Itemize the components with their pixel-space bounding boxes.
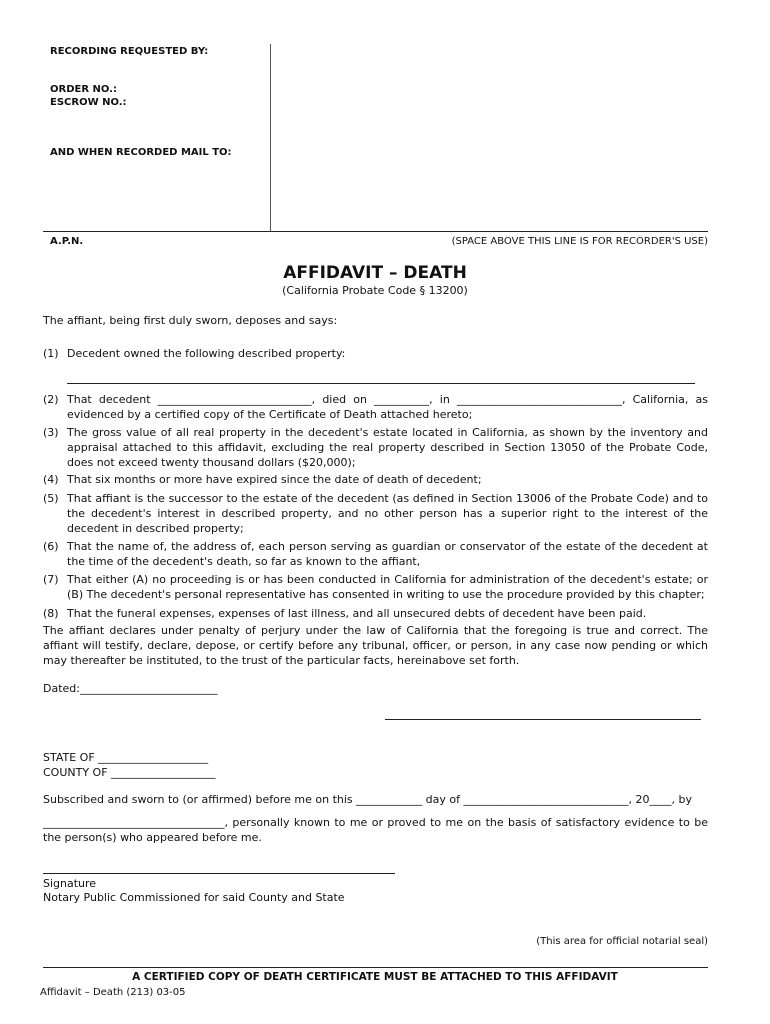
item-text: The gross value of all real property in the decedent's estate located in California, as shown by the inventory and appraisal attached to this affidavit, excluding the real property described in Section 13050 of the Probate Code, does not exceed twenty thousand dollars ($20,000);	[67, 426, 708, 469]
item-number: (5)	[43, 492, 59, 505]
item-number: (8)	[43, 607, 59, 620]
item-8	[43, 606, 708, 621]
notary-public-label: Notary Public Commissioned for said County and State	[43, 891, 345, 904]
item-text: That either (A) no proceeding is or has been conducted in California for administration of the decedent's estate; or (B) The decedent's personal representative has consented in writing to use the procedure provided by this chapter;	[67, 573, 708, 601]
signature-label: Signature	[43, 877, 97, 890]
recording-requested-by: RECORDING REQUESTED BY:	[50, 46, 209, 57]
item-number: (6)	[43, 540, 59, 553]
item-text: That affiant is the successor to the estate of the decedent (as defined in Section 13006 of the Probate Code) and to the decedent's interest in described property, and no other person has a superior right to the interest of the decedent in described property;	[67, 492, 708, 535]
intro-text: The affiant, being first duly sworn, deposes and says:	[43, 314, 338, 327]
item-number: (2)	[43, 393, 59, 406]
item-text: Decedent owned the following described property:	[67, 347, 346, 360]
order-no-label: ORDER NO.:	[50, 84, 117, 95]
notary-signature-line[interactable]	[43, 873, 395, 874]
item-7	[43, 572, 708, 602]
escrow-no-label: ESCROW NO.:	[50, 97, 127, 108]
item-text: That the funeral expenses, expenses of last illness, and all unsecured debts of decedent have been paid.	[67, 607, 647, 620]
recorder-line	[43, 231, 708, 232]
item-2	[43, 392, 708, 422]
county-of-field[interactable]: COUNTY OF ___________________	[43, 766, 216, 779]
document-title: AFFIDAVIT – DEATH	[283, 263, 467, 283]
footer-rule	[43, 967, 708, 968]
item-text: That six months or more have expired since the date of death of decedent;	[67, 473, 482, 486]
item-6	[43, 539, 708, 569]
affiant-signature-line[interactable]	[385, 719, 701, 720]
apn-label: A.P.N.	[50, 236, 84, 247]
property-description-line[interactable]	[67, 383, 695, 384]
declaration-paragraph: The affiant declares under penalty of perjury under the law of California that the foregoing is true and correct. The affiant will testify, declare, depose, or certify before any tribunal, officer, or person, in any case now pending or which may thereafter be instituted, to the trust of the particular facts, hereinabove set forth.	[43, 624, 708, 667]
item-3	[43, 425, 708, 470]
item-text: That decedent ____________________________, died on __________, in ______________________________, California, as evidenced by a certified copy of the Certificate of Death attached hereto;	[67, 393, 708, 421]
subscribed-sworn-text[interactable]: Subscribed and sworn to (or affirmed) before me on this ____________ day of ______________________________, 20____, by	[43, 793, 692, 806]
item-number: (7)	[43, 573, 59, 586]
item-text: That the name of, the address of, each person serving as guardian or conservator of the estate of the decedent at the time of the decedent's death, so far as known to the affiant,	[67, 540, 708, 568]
header-divider	[270, 44, 271, 232]
personally-known-text[interactable]: _________________________________, personally known to me or proved to me on the basis of satisfactory evidence to be the person(s) who appeared before me.	[43, 816, 708, 844]
form-identifier: Affidavit – Death (213) 03-05	[40, 987, 186, 998]
state-of-field[interactable]: STATE OF ____________________	[43, 751, 209, 764]
item-4	[43, 472, 708, 487]
recorder-note: (SPACE ABOVE THIS LINE IS FOR RECORDER'S USE)	[451, 236, 708, 247]
dated-field[interactable]: Dated:_________________________	[43, 682, 218, 695]
item-5	[43, 491, 708, 536]
notarial-seal-note: (This area for official notarial seal)	[536, 936, 708, 947]
footer-notice: A CERTIFIED COPY OF DEATH CERTIFICATE MUST BE ATTACHED TO THIS AFFIDAVIT	[132, 971, 618, 983]
item-number: (1)	[43, 347, 59, 360]
item-number: (4)	[43, 473, 59, 486]
when-recorded-label: AND WHEN RECORDED MAIL TO:	[50, 147, 232, 158]
item-number: (3)	[43, 426, 59, 439]
document-subtitle: (California Probate Code § 13200)	[282, 284, 468, 297]
item-1	[43, 346, 708, 361]
